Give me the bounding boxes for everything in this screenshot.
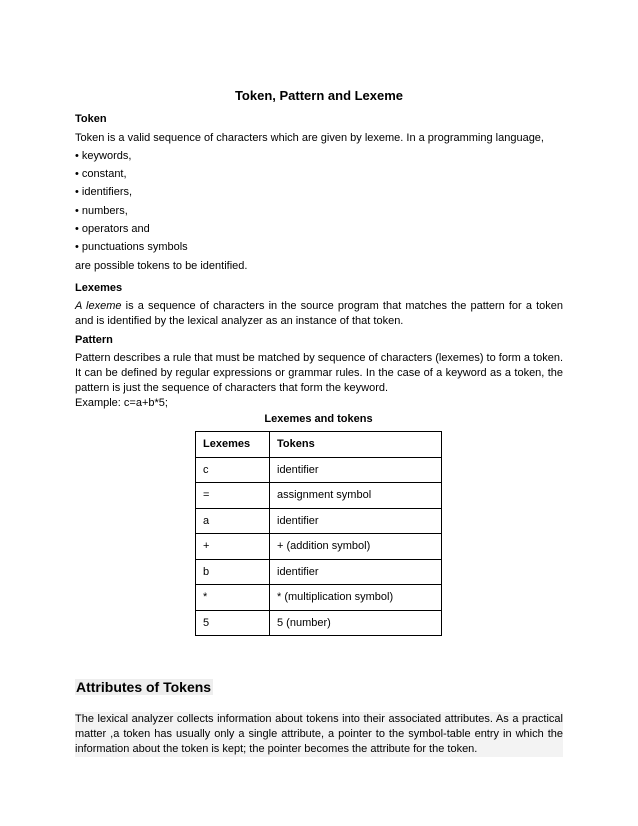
lexeme-cell: + (196, 534, 270, 560)
token-cell: 5 (number) (270, 610, 442, 636)
token-heading: Token (75, 113, 107, 125)
list-item: • constant, (75, 168, 127, 180)
lexeme-cell: c (196, 457, 270, 483)
table-row (196, 483, 442, 509)
list-item: • punctuations symbols (75, 241, 188, 253)
token-cell: * (multiplication symbol) (270, 585, 442, 611)
pattern-paragraph: Pattern describes a rule that must be matched by sequence of characters (lexemes) to form a token. It can be defined by regular expressions or grammar rules. In the case of a keyword as a token, the pattern is just the sequence of characters that form the keyword. (75, 352, 563, 394)
pattern-heading: Pattern (75, 334, 113, 346)
token-cell: assignment symbol (270, 483, 442, 509)
lexemes-text: is a sequence of characters in the source program that matches the pattern for a token and is identified by the lexical analyzer as an instance of that token. (75, 300, 563, 327)
table-row (196, 585, 442, 611)
token-cell: identifier (270, 559, 442, 585)
table-row (196, 534, 442, 560)
lexeme-cell: b (196, 559, 270, 585)
column-header-lexemes: Lexemes (196, 432, 270, 458)
lexeme-cell: 5 (196, 610, 270, 636)
list-item: • operators and (75, 223, 150, 235)
table-caption: Lexemes and tokens (264, 413, 373, 425)
table-row (196, 457, 442, 483)
page-title: Token, Pattern and Lexeme (234, 88, 404, 103)
token-cell: identifier (270, 508, 442, 534)
list-item: • numbers, (75, 205, 128, 217)
table-row (196, 508, 442, 534)
lexeme-cell: * (196, 585, 270, 611)
list-item: • identifiers, (75, 186, 133, 198)
example-line: Example: c=a+b*5; (75, 397, 168, 409)
token-outro: are possible tokens to be identified. (75, 260, 248, 272)
lexeme-cell: = (196, 483, 270, 509)
lexemes-tokens-table (195, 431, 442, 636)
token-cell: identifier (270, 457, 442, 483)
lexeme-emphasis: A lexeme (75, 300, 122, 312)
table-row (196, 559, 442, 585)
list-item: • keywords, (75, 150, 132, 162)
lexemes-heading: Lexemes (75, 282, 123, 294)
token-cell: + (addition symbol) (270, 534, 442, 560)
column-header-tokens: Tokens (270, 432, 442, 458)
table-header-row (196, 432, 442, 458)
lexeme-cell: a (196, 508, 270, 534)
table-row (196, 610, 442, 636)
token-intro: Token is a valid sequence of characters which are given by lexeme. In a programming language, (75, 132, 544, 144)
lexemes-paragraph (75, 299, 563, 329)
attributes-paragraph: The lexical analyzer collects information about tokens into their associated attributes. As a practical matter ,a token has usually only a single attribute, a pointer to the symbol-table entry in which the information about the token is kept; the pointer becomes the attribute for the token. (75, 713, 563, 755)
attributes-heading: Attributes of Tokens (76, 679, 212, 695)
